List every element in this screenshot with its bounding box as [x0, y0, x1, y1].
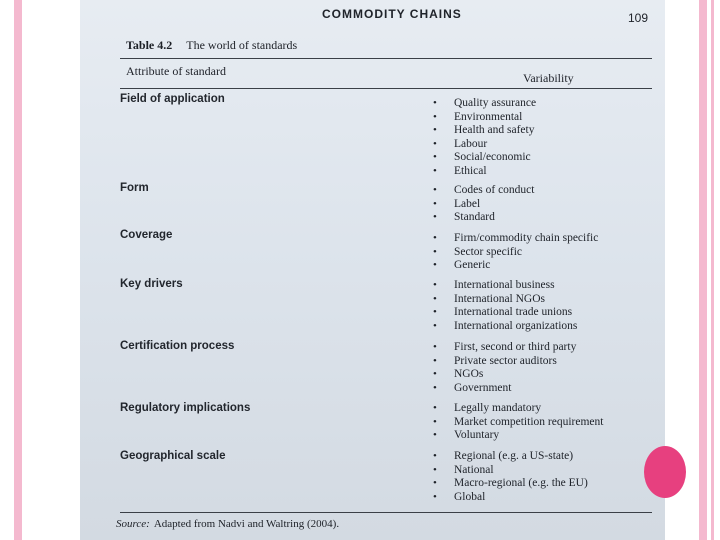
list-item: • Environmental — [430, 111, 536, 125]
row-attribute-coverage: Coverage — [120, 229, 173, 241]
table-header-rule — [120, 88, 652, 89]
row-attribute-key-drivers: Key drivers — [120, 278, 183, 290]
table-number: Table 4.2 — [126, 38, 173, 52]
row-items-field-of-application — [430, 97, 536, 178]
list-item: • International organizations — [430, 320, 577, 334]
list-item: • Generic — [430, 259, 598, 273]
source-text: Adapted from Nadvi and Waltring (2004). — [153, 518, 340, 530]
list-item: • Private sector auditors — [430, 355, 576, 369]
book-page-photo — [80, 0, 665, 540]
table-bottom-rule — [120, 512, 652, 513]
list-item: • Global — [430, 491, 588, 505]
list-item: • Firm/commodity chain specific — [430, 232, 598, 246]
table-caption — [126, 38, 297, 53]
table-caption-text: The world of standards — [186, 38, 298, 52]
row-items-key-drivers — [430, 279, 577, 333]
frame-stripe-thin — [711, 0, 714, 540]
slide-frame-left — [0, 0, 80, 540]
list-item: • Health and safety — [430, 124, 536, 138]
column-header-variability: Variability — [523, 71, 574, 85]
row-attribute-certification-process: Certification process — [120, 340, 235, 352]
row-items-certification-process — [430, 341, 576, 395]
list-item: • First, second or third party — [430, 341, 576, 355]
row-items-form — [430, 184, 534, 225]
list-item: • Labour — [430, 138, 536, 152]
source-label: Source: — [116, 518, 150, 530]
row-attribute-form: Form — [120, 182, 149, 194]
row-items-regulatory-implications — [430, 402, 603, 443]
row-items-geographical-scale — [430, 450, 588, 504]
list-item: • Government — [430, 382, 576, 396]
row-attribute-regulatory-implications: Regulatory implications — [120, 402, 251, 414]
list-item: • Macro-regional (e.g. the EU) — [430, 477, 588, 491]
row-attribute-geographical-scale: Geographical scale — [120, 450, 226, 462]
list-item: • Market competition requirement — [430, 416, 603, 430]
list-item: • National — [430, 464, 588, 478]
list-item: • Ethical — [430, 165, 536, 179]
frame-stripe — [14, 0, 22, 540]
list-item: • NGOs — [430, 368, 576, 382]
list-item: • Social/economic — [430, 151, 536, 165]
list-item: • International trade unions — [430, 306, 577, 320]
row-items-coverage — [430, 232, 598, 273]
list-item: • Standard — [430, 211, 534, 225]
list-item: • Sector specific — [430, 246, 598, 260]
accent-dot — [644, 446, 686, 498]
list-item: • Quality assurance — [430, 97, 536, 111]
running-title: COMMODITY CHAINS — [322, 7, 462, 21]
list-item: • Voluntary — [430, 429, 603, 443]
frame-stripe — [699, 0, 707, 540]
list-item: • Regional (e.g. a US-state) — [430, 450, 588, 464]
table-source-note — [116, 518, 339, 530]
list-item: • Codes of conduct — [430, 184, 534, 198]
page-number: 109 — [628, 11, 649, 25]
list-item: • International business — [430, 279, 577, 293]
list-item: • Legally mandatory — [430, 402, 603, 416]
row-attribute-field-of-application: Field of application — [120, 93, 225, 105]
list-item: • Label — [430, 198, 534, 212]
list-item: • International NGOs — [430, 293, 577, 307]
table-top-rule — [120, 58, 652, 59]
column-header-attribute: Attribute of standard — [126, 64, 226, 78]
